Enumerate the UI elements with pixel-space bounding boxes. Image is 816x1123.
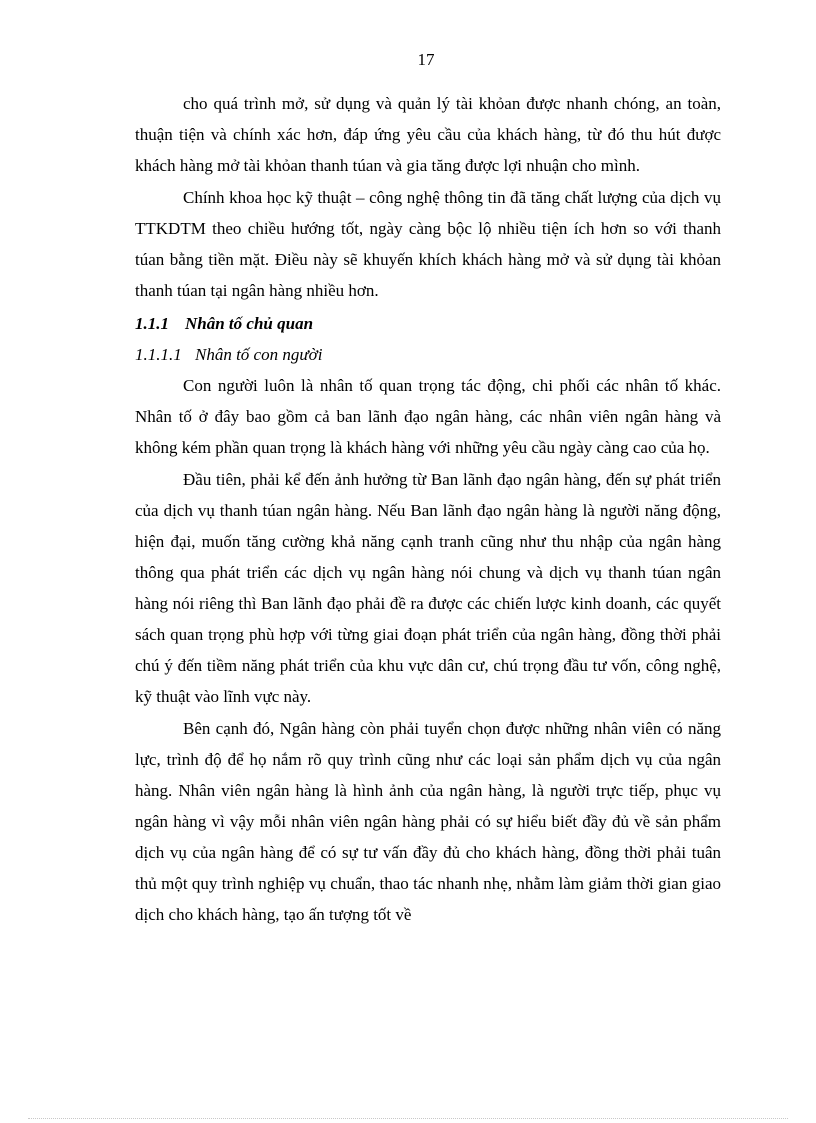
section-heading	[135, 308, 721, 339]
page-bottom-divider	[28, 1118, 788, 1119]
paragraph-continuation: cho quá trình mở, sử dụng và quản lý tài khỏan được nhanh chóng, an toàn, thuận tiện và chính xác hơn, đáp ứng yêu cầu của khách hàng, từ đó thu hút được khách hàng mở tài khỏan thanh túan và gia tăng được lợi nhuận cho mình.	[135, 94, 721, 175]
subsection-heading	[135, 339, 721, 370]
section-heading-title: Nhân tố chủ quan	[185, 314, 314, 333]
document-body	[135, 88, 721, 930]
section-heading-number: 1.1.1	[135, 314, 169, 333]
paragraph-technology: Chính khoa học kỹ thuật – công nghệ thông tin đã tăng chất lượng của dịch vụ TTKDTM theo chiều hướng tốt, ngày càng bộc lộ nhiều tiện ích hơn so với thanh túan bằng tiền mặt. Điều này sẽ khuyến khích khách hàng mở và sử dụng tài khỏan thanh túan tại ngân hàng nhiều hơn.	[135, 188, 721, 300]
paragraph-staff: Bên cạnh đó, Ngân hàng còn phải tuyển chọn được những nhân viên có năng lực, trình độ để họ nắm rõ quy trình cũng như các loại sản phẩm dịch vụ của ngân hàng. Nhân viên ngân hàng là hình ảnh của ngân hàng, là người trực tiếp, phục vụ ngân hàng vì vậy mỗi nhân viên ngân hàng phải có sự hiểu biết đầy đủ về sản phẩm dịch vụ của ngân hàng để có sự tư vấn đầy đủ cho khách hàng, đồng thời phải tuân thủ một quy trình nghiệp vụ chuẩn, thao tác nhanh nhẹ, nhằm làm giảm thời gian giao dịch cho khách hàng, tạo ấn tượng tốt về	[135, 719, 721, 924]
paragraph-human-factor: Con người luôn là nhân tố quan trọng tác động, chi phối các nhân tố khác. Nhân tố ở đây bao gồm cả ban lãnh đạo ngân hàng, các nhân viên ngân hàng và không kém phần quan trọng là khách hàng với những yêu cầu ngày càng cao của họ.	[135, 376, 721, 457]
page-number: 17	[417, 50, 435, 69]
paragraph-leadership: Đầu tiên, phải kể đến ảnh hưởng từ Ban lãnh đạo ngân hàng, đến sự phát triển của dịch vụ thanh túan ngân hàng. Nếu Ban lãnh đạo ngân hàng là người năng động, hiện đại, muốn tăng cường khả năng cạnh tranh cũng như thu nhập của ngân hàng thông qua phát triển các dịch vụ ngân hàng nói chung và dịch vụ thanh túan ngân hàng nói riêng thì Ban lãnh đạo phải đề ra được các chiến lược kinh doanh, các quyết sách quan trọng phù hợp với từng giai đoạn phát triển của ngân hàng, đồng thời phải chú ý đến tiềm năng phát triển của khu vực dân cư, chú trọng đầu tư vốn, công nghệ, kỹ thuật vào lĩnh vực này.	[135, 470, 721, 706]
subsection-heading-number: 1.1.1.1	[135, 345, 182, 364]
subsection-heading-title: Nhân tố con người	[195, 345, 323, 364]
